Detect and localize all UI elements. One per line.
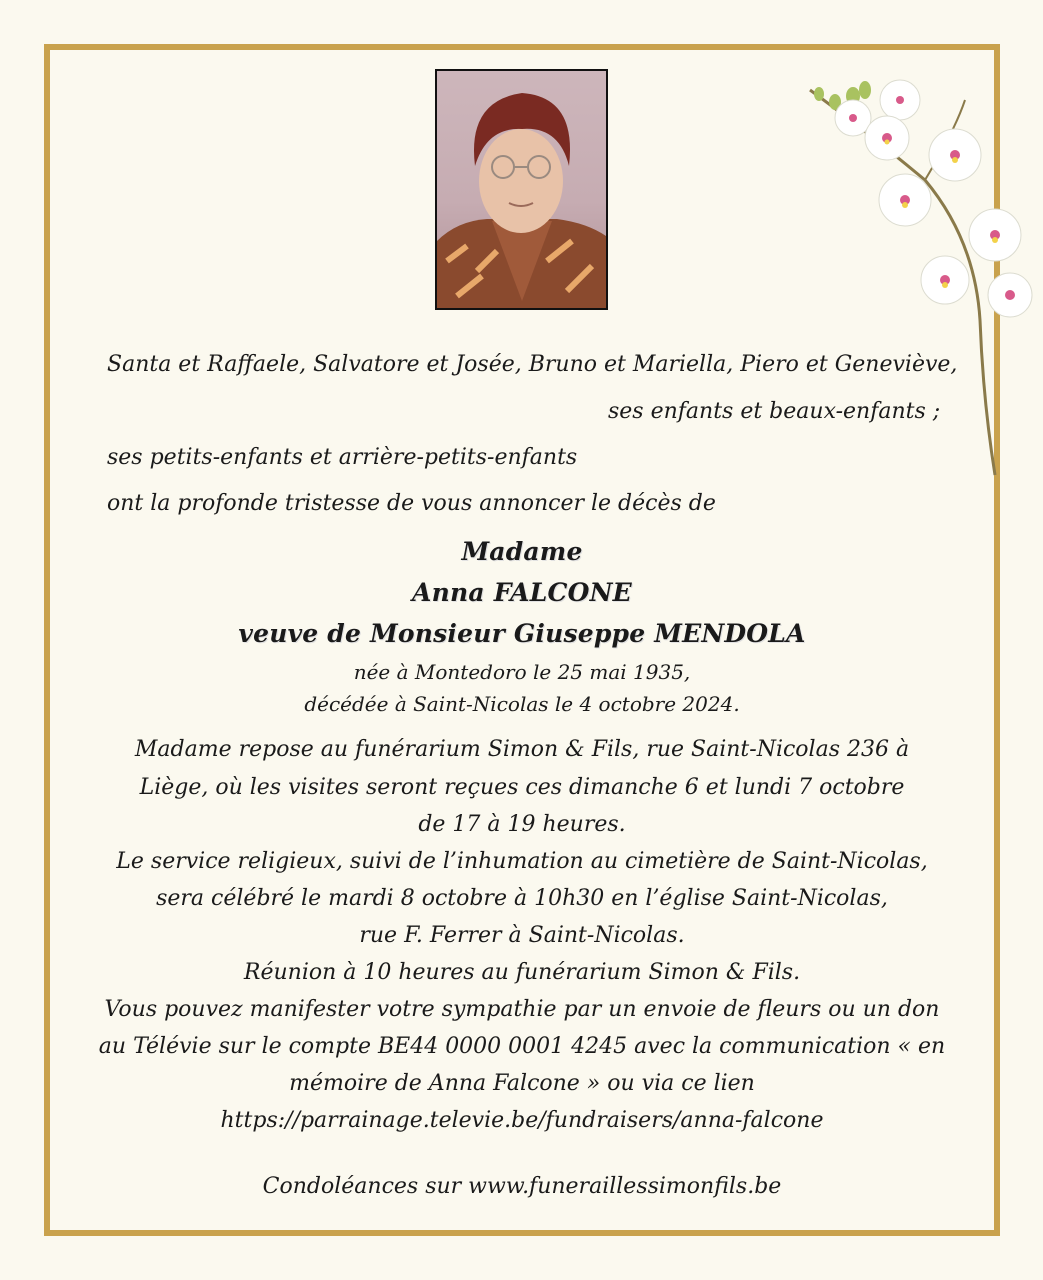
details-line-1: Madame repose au funérarium Simon & Fils, rue Saint-Nicolas 236 à [134,737,910,762]
details-line-10: mémoire de Anna Falcone » ou via ce lien [289,1071,755,1096]
portrait-photo [435,69,608,310]
family-line-2: ses enfants et beaux-enfants ; [608,399,941,424]
details-line-6: rue F. Ferrer à Saint-Nicolas. [359,923,685,948]
family-line-3: ses petits-enfants et arrière-petits-enfants [107,445,578,470]
deceased-title: Madame [461,537,583,566]
details-line-3: de 17 à 19 heures. [418,812,626,837]
condolences-link[interactable]: Condoléances sur www.funeraillessimonfils.be [262,1174,782,1199]
family-line-1: Santa et Raffaele, Salvatore et Josée, Bruno et Mariella, Piero et Geneviève, [107,352,958,377]
fundraiser-link[interactable]: https://parrainage.televie.be/fundraisers/anna-falcone [220,1108,824,1133]
deceased-spouse: veuve de Monsieur Giuseppe MENDOLA [238,619,806,648]
details-line-4: Le service religieux, suivi de l’inhumation au cimetière de Saint-Nicolas, [116,849,928,874]
details-line-8: Vous pouvez manifester votre sympathie par un envoie de fleurs ou un don [104,997,940,1022]
death-info: décédée à Saint-Nicolas le 4 octobre 2024. [304,692,740,716]
details-line-9: au Télévie sur le compte BE44 0000 0001 4245 avec la communication « en [98,1034,946,1059]
details-line-5: sera célébré le mardi 8 octobre à 10h30 en l’église Saint-Nicolas, [156,886,888,911]
deceased-name: Anna FALCONE [412,578,632,607]
family-line-4: ont la profonde tristesse de vous annoncer le décès de [107,491,716,516]
birth-info: née à Montedoro le 25 mai 1935, [353,660,691,684]
details-line-7: Réunion à 10 heures au funérarium Simon & Fils. [243,960,801,985]
details-line-2: Liège, où les visites seront reçues ces dimanche 6 et lundi 7 octobre [139,775,905,800]
